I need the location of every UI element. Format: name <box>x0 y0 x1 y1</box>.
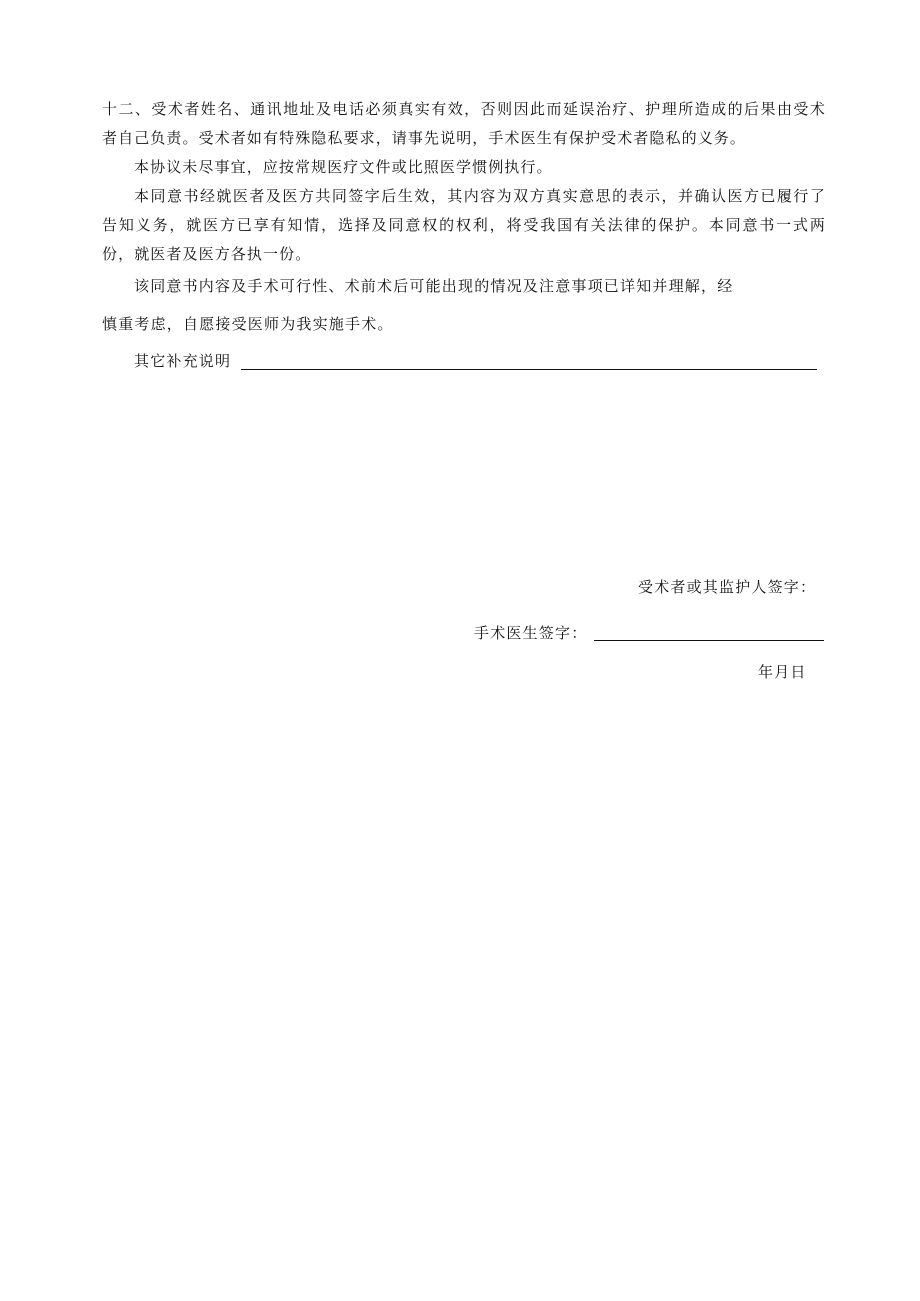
agreement-note-paragraph: 本协议未尽事宜，应按常规医疗文件或比照医学惯例执行。 <box>134 158 553 176</box>
patient-signature-label: 受术者或其监护人签字： <box>638 578 817 596</box>
date-label: 年月日 <box>758 663 807 681</box>
consent-statement-line-2: 慎重考虑，自愿接受医师为我实施手术。 <box>102 315 394 333</box>
effect-paragraph: 本同意书经就医者及医方共同签字后生效，其内容为双方真实意思的表示，并确认医方已履行了告知义务，就医方已享有知情，选择及同意权的权利，将受我国有关法律的保护。本同意书一式两份，就医者及医方各执一份。 <box>102 187 826 263</box>
surgeon-signature-label: 手术医生签字： <box>474 624 588 642</box>
surgeon-signature-line[interactable] <box>594 640 824 641</box>
clause-twelve-paragraph: 十二、受术者姓名、通讯地址及电话必须真实有效，否则因此而延误治疗、护理所造成的后果由受术者自己负责。受术者如有特殊隐私要求，请事先说明，手术医生有保护受术者隐私的义务。 <box>102 100 826 147</box>
consent-statement-line-1: 该同意书内容及手术可行性、术前术后可能出现的情况及注意事项已详知并理解，经 <box>134 277 734 295</box>
supplement-input-line[interactable] <box>241 369 817 370</box>
supplement-label: 其它补充说明 <box>134 352 232 370</box>
